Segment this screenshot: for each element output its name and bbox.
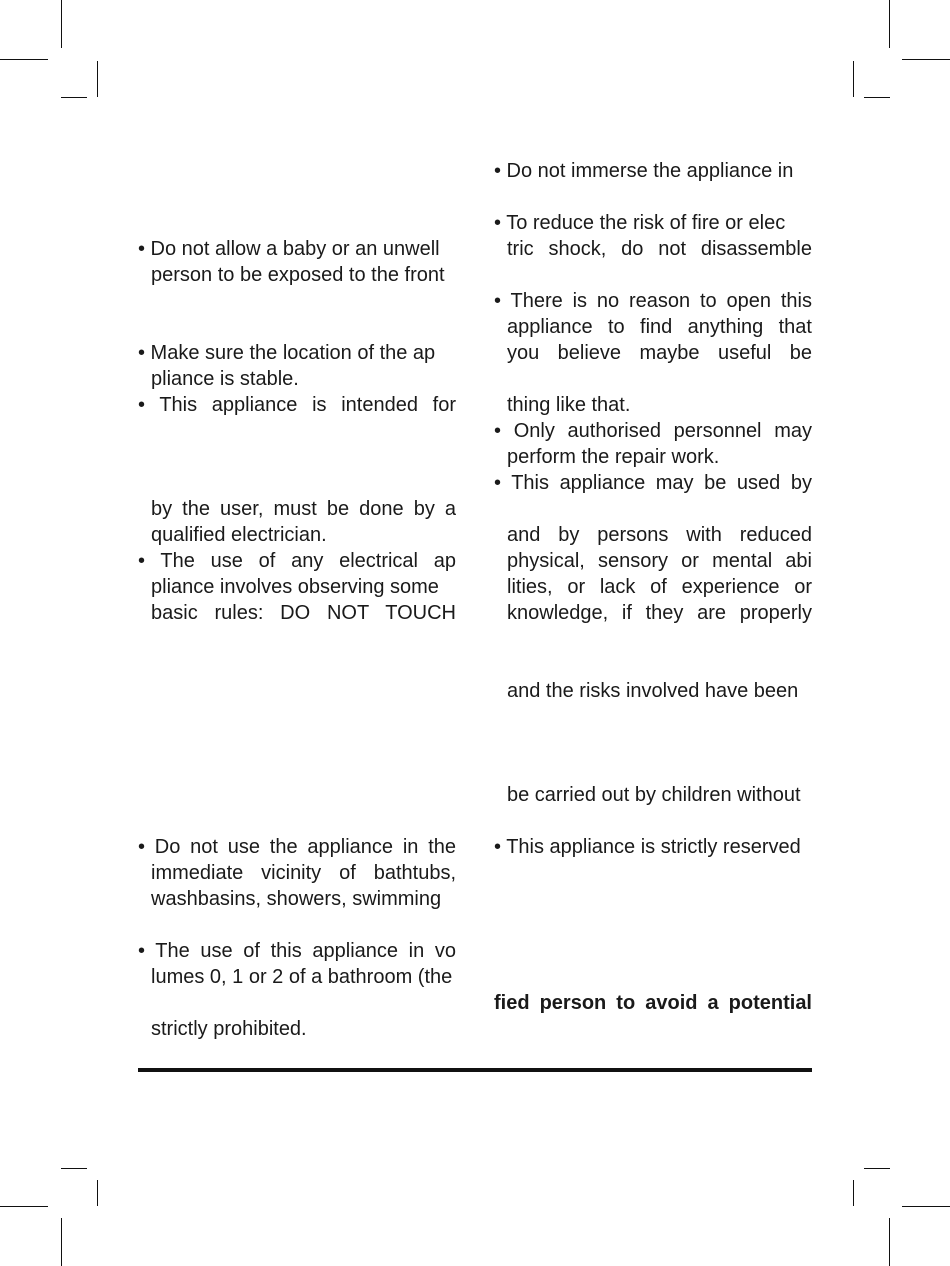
crop-mark: [902, 1206, 950, 1207]
text-line: pliance is stable.: [151, 368, 299, 390]
text-line: washbasins, showers, swimming: [151, 888, 442, 910]
text-line: • The use of this appliance in vo: [138, 940, 456, 962]
crop-mark: [61, 97, 87, 98]
text-line: • Make sure the location of the ap: [138, 342, 436, 364]
text-line: lities, or lack of experience or: [507, 576, 812, 598]
text-line: • This appliance is intended for: [138, 394, 456, 416]
text-line: strictly prohibited.: [151, 1018, 307, 1040]
text-line: person to be exposed to the front: [151, 264, 445, 286]
text-line: you believe maybe useful be: [507, 342, 812, 364]
crop-mark: [853, 61, 854, 97]
crop-mark: [864, 97, 890, 98]
text-line: • Only authorised personnel may: [494, 420, 812, 442]
crop-mark: [889, 1218, 890, 1266]
horizontal-rule: [138, 1068, 812, 1072]
text-line: pliance involves observing some: [151, 576, 439, 598]
crop-mark: [97, 61, 98, 97]
text-line: • Do not allow a baby or an unwell: [138, 238, 440, 260]
text-line: • There is no reason to open this: [494, 290, 812, 312]
crop-mark: [97, 1180, 98, 1206]
text-line: • Do not use the appliance in the: [138, 836, 456, 858]
text-line: • The use of any electrical ap: [138, 550, 456, 572]
text-line: • To reduce the risk of fire or elec: [494, 212, 786, 234]
text-line: • This appliance is strictly reserved: [494, 836, 801, 858]
crop-mark: [61, 1218, 62, 1266]
text-line: lumes 0, 1 or 2 of a bathroom (the: [151, 966, 453, 988]
text-line: basic rules: DO NOT TOUCH: [151, 602, 456, 624]
text-line: and the risks involved have been: [507, 680, 799, 702]
text-line: • This appliance may be used by: [494, 472, 812, 494]
text-line: physical, sensory or mental abi: [507, 550, 812, 572]
text-line: tric shock, do not disassemble: [507, 238, 812, 260]
text-line: perform the repair work.: [507, 446, 720, 468]
crop-mark: [0, 1206, 48, 1207]
crop-mark: [864, 1168, 890, 1169]
text-line: qualified electrician.: [151, 524, 327, 546]
crop-mark: [61, 0, 62, 48]
text-line: • Do not immerse the appliance in: [494, 160, 794, 182]
crop-mark: [853, 1180, 854, 1206]
crop-mark: [0, 59, 48, 60]
text-line: appliance to find anything that: [507, 316, 812, 338]
crop-mark: [61, 1168, 87, 1169]
text-line: thing like that.: [507, 394, 631, 416]
crop-mark: [902, 59, 950, 60]
text-line: by the user, must be done by a: [151, 498, 456, 520]
text-line: fied person to avoid a potential: [494, 992, 812, 1014]
text-line: knowledge, if they are properly: [507, 602, 812, 624]
crop-mark: [889, 0, 890, 48]
text-line: immediate vicinity of bathtubs,: [151, 862, 456, 884]
text-line: and by persons with reduced: [507, 524, 812, 546]
text-line: be carried out by children without: [507, 784, 801, 806]
